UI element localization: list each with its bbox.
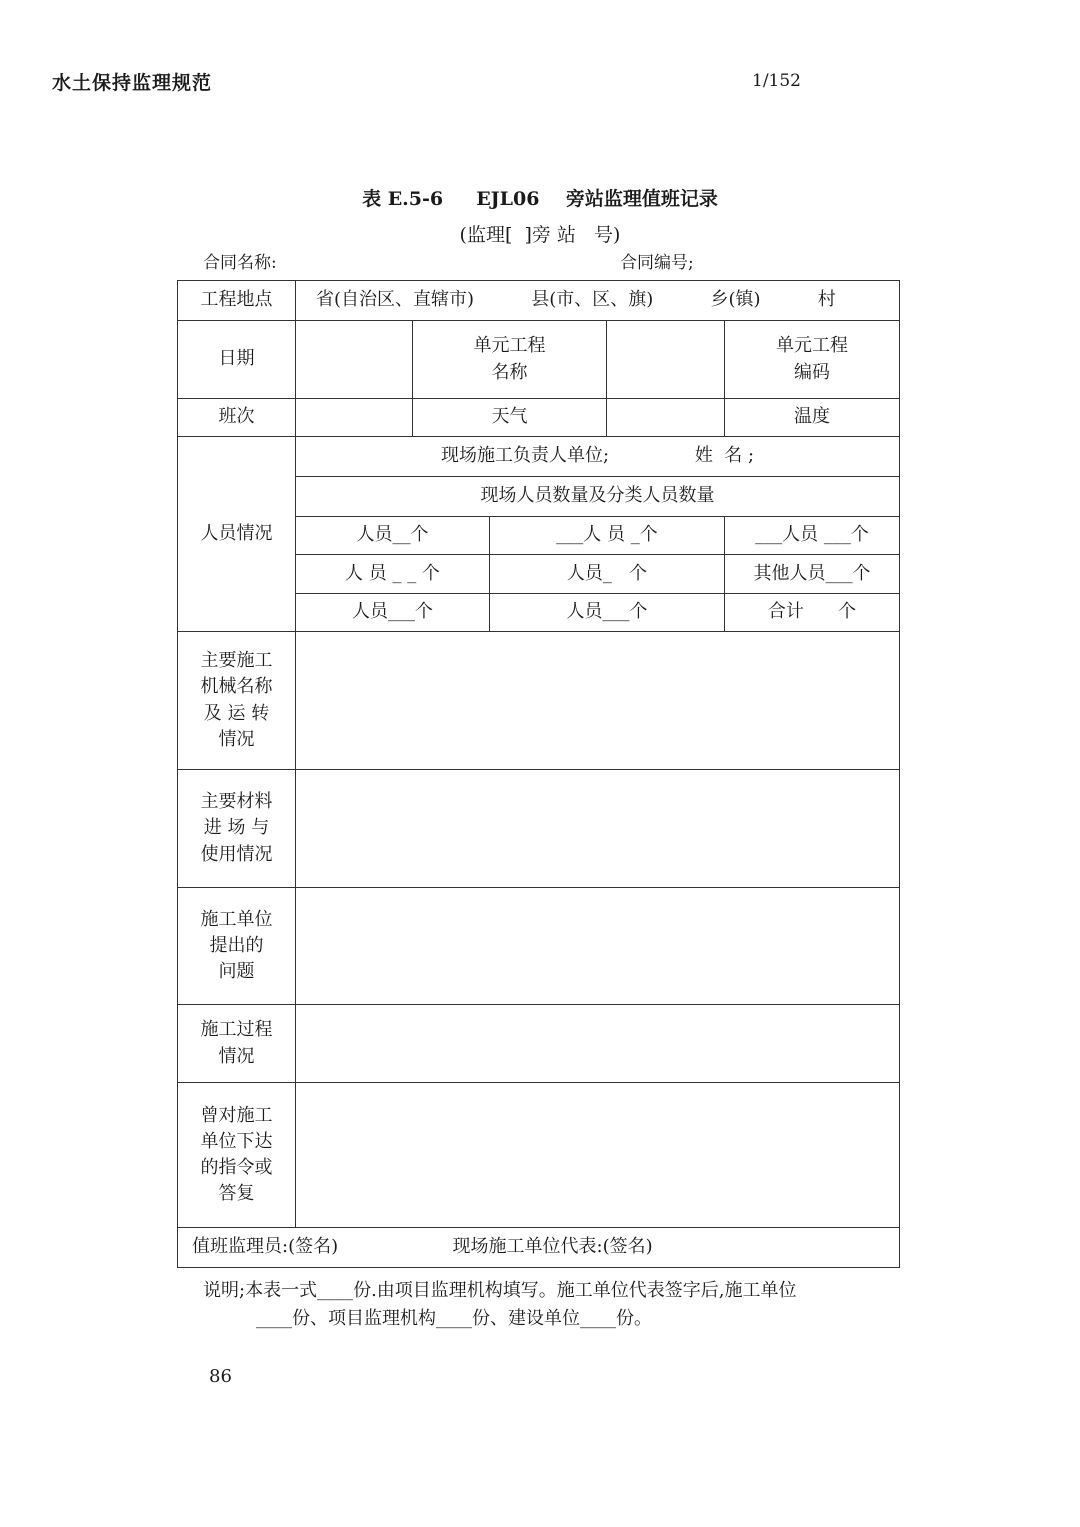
date-row [178,321,900,399]
personnel-cell[interactable]: 人员___个 [296,594,490,632]
process-label [178,1005,296,1083]
personnel-label: 人员情况 [178,437,296,632]
shift-label: 班次 [178,399,296,437]
unit-name-label [413,321,607,399]
form-subtitle: (监理[ ]旁 站 号) [459,224,621,246]
location-row [178,281,900,321]
machinery-label-line: 机械名称 [200,676,273,698]
materials-label-line: 进 场 与 [203,817,270,839]
location-value: 省(自治区、直辖市) 县(市、区、旗) 乡(镇) 村 [296,281,900,321]
instructions-label-line: 答复 [218,1183,255,1205]
materials-label [178,770,296,888]
machinery-row [178,632,900,770]
personnel-cell[interactable]: 人员__个 [296,517,490,555]
instructions-label-line: 单位下达 [200,1130,273,1152]
unit-name-label-line: 单元工程 [473,335,546,357]
unit-name-field[interactable] [607,321,725,399]
process-field[interactable] [296,1005,900,1083]
instructions-label-line: 曾对施工 [200,1104,273,1126]
personnel-cell[interactable]: ___人 员 _个 [490,517,725,555]
materials-label-line: 使用情况 [200,843,273,865]
instructions-field[interactable] [296,1083,900,1228]
machinery-field[interactable] [296,632,900,770]
page-number: 86 [209,1366,232,1387]
machinery-label [178,632,296,770]
signature-text[interactable]: 值班监理员:(签名) 现场施工单位代表:(签名) [178,1228,900,1268]
unit-code-label-line: 编码 [794,361,831,383]
unit-code-label [725,321,900,399]
footnote-line-2: ____份、项目监理机构____份、建设单位____份。 [256,1308,652,1329]
process-label-line: 施工过程 [200,1019,273,1041]
instructions-label [178,1083,296,1228]
issues-label [178,888,296,1005]
site-leader-text: 现场施工负责人单位; 姓 名 ; [296,437,900,477]
date-label: 日期 [178,321,296,399]
site-leader-row [178,437,900,477]
personnel-cell[interactable]: 其他人员___个 [725,555,900,594]
process-label-line: 情况 [218,1045,255,1067]
contract-name-label: 合同名称: [203,253,277,273]
materials-field[interactable] [296,770,900,888]
materials-row [178,770,900,888]
temperature-label: 温度 [725,399,900,437]
duty-record-table [177,280,900,1268]
form-title: 表 E.5-6 EJL06 旁站监理值班记录 [362,188,718,210]
document-title: 水土保持监理规范 [52,72,213,94]
page-indicator: 1/152 [752,71,801,91]
personnel-count-title: 现场人员数量及分类人员数量 [296,477,900,517]
footnote-line-1: 说明;本表一式____份.由项目监理机构填写。施工单位代表签字后,施工单位 [203,1280,797,1301]
personnel-total-cell[interactable]: 合计 个 [725,594,900,632]
issues-label-line: 问题 [218,961,255,983]
personnel-cell[interactable]: 人 员 _ _ 个 [296,555,490,594]
process-row [178,1005,900,1083]
machinery-label-line: 情况 [218,728,255,750]
shift-row [178,399,900,437]
machinery-label-line: 主要施工 [200,650,273,672]
machinery-label-line: 及 运 转 [203,702,270,724]
signature-row [178,1228,900,1268]
shift-field[interactable] [296,399,413,437]
issues-field[interactable] [296,888,900,1005]
instructions-label-line: 的指令或 [200,1157,273,1178]
personnel-cell[interactable]: ___人员 ___个 [725,517,900,555]
personnel-cell[interactable]: 人员_ 个 [490,555,725,594]
issues-row [178,888,900,1005]
personnel-cell[interactable]: 人员___个 [490,594,725,632]
date-field[interactable] [296,321,413,399]
materials-label-line: 主要材料 [200,791,273,813]
issues-label-line: 施工单位 [200,908,273,930]
issues-label-line: 提出的 [209,934,264,956]
instructions-row [178,1083,900,1228]
contract-number-label: 合同编号; [620,253,694,273]
unit-code-label-line: 单元工程 [776,335,849,357]
weather-label: 天气 [413,399,607,437]
location-label: 工程地点 [178,281,296,321]
unit-name-label-line: 名称 [491,361,528,383]
weather-field[interactable] [607,399,725,437]
